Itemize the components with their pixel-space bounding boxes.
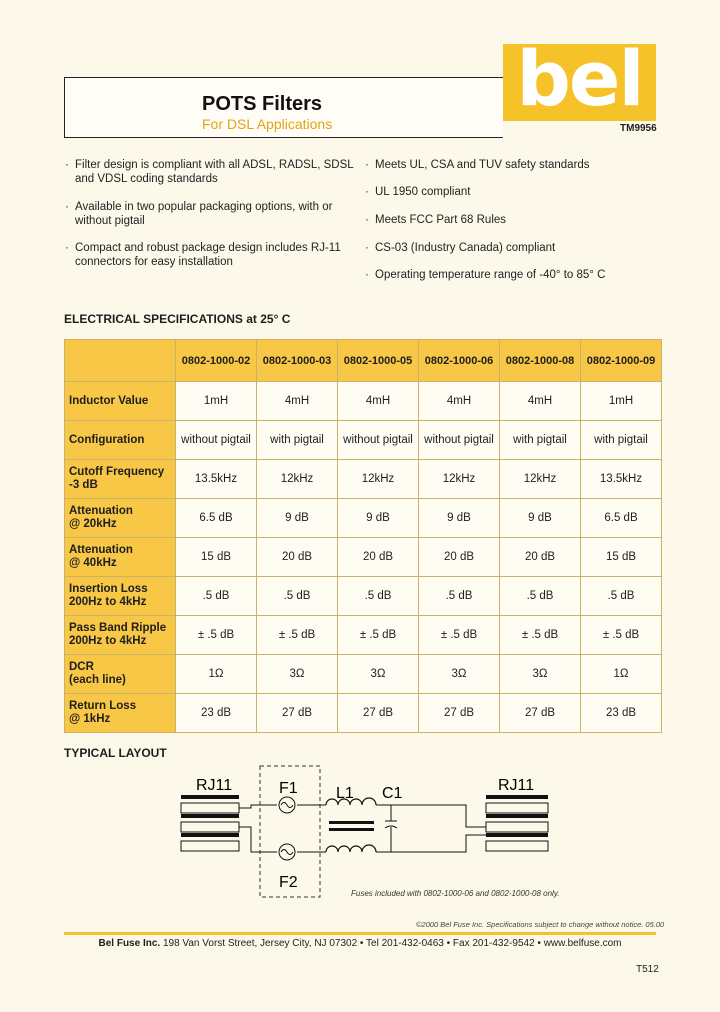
spec-cell: 3Ω: [338, 655, 419, 694]
spec-cell: 13.5kHz: [581, 460, 662, 499]
spec-cell: 20 dB: [419, 538, 500, 577]
part-number-header: 0802-1000-06: [419, 340, 500, 382]
fuse-f1: [279, 797, 295, 813]
feature-left-2: · Available in two popular packaging options, with or without pigtail: [65, 201, 333, 227]
rj11-left-connector: [181, 795, 239, 851]
fuse-note: Fuses included with 0802-1000-06 and 0802-1000-08 only.: [351, 889, 560, 898]
typical-layout-schematic: [176, 765, 616, 900]
f2-label: F2: [279, 874, 298, 891]
feature-right-1: · Meets UL, CSA and TUV safety standards: [365, 159, 590, 171]
spec-cell: 9 dB: [419, 499, 500, 538]
spec-table: [64, 339, 662, 733]
spec-row-label: Insertion Loss 200Hz to 4kHz: [65, 577, 176, 616]
spec-row-label: Configuration: [65, 421, 176, 460]
spec-cell: 27 dB: [500, 694, 581, 733]
spec-cell: 4mH: [500, 382, 581, 421]
spec-row-label: Cutoff Frequency -3 dB: [65, 460, 176, 499]
spec-cell: .5 dB: [257, 577, 338, 616]
spec-cell: 12kHz: [500, 460, 581, 499]
spec-cell: .5 dB: [581, 577, 662, 616]
spec-row: [65, 499, 662, 538]
part-number-header: 0802-1000-02: [176, 340, 257, 382]
spec-cell: 20 dB: [257, 538, 338, 577]
feature-right-5: · Operating temperature range of -40° to 85° C: [365, 269, 606, 281]
spec-cell: 4mH: [419, 382, 500, 421]
doc-code: TM9956: [620, 123, 657, 134]
spec-row-label: Pass Band Ripple 200Hz to 4kHz: [65, 616, 176, 655]
part-number-header: 0802-1000-09: [581, 340, 662, 382]
spec-cell: without pigtail: [419, 421, 500, 460]
spec-row: [65, 538, 662, 577]
spec-row: [65, 577, 662, 616]
spec-cell: ± .5 dB: [338, 616, 419, 655]
spec-row-label: Return Loss @ 1kHz: [65, 694, 176, 733]
footer-address: 198 Van Vorst Street, Jersey City, NJ 07302 • Tel 201-432-0463 • Fax 201-432-9542 • www.belfuse.com: [160, 938, 622, 949]
spec-row-label: Inductor Value: [65, 382, 176, 421]
rj11-left-label: RJ11: [196, 777, 233, 794]
typical-layout-heading: TYPICAL LAYOUT: [64, 746, 167, 760]
spec-cell: ± .5 dB: [176, 616, 257, 655]
spec-cell: 1Ω: [176, 655, 257, 694]
spec-cell: with pigtail: [581, 421, 662, 460]
spec-cell: 13.5kHz: [176, 460, 257, 499]
spec-cell: 15 dB: [176, 538, 257, 577]
footer-divider: [64, 932, 656, 935]
spec-cell: 6.5 dB: [581, 499, 662, 538]
spec-cell: .5 dB: [338, 577, 419, 616]
bel-logo: bel: [516, 34, 643, 123]
spec-cell: 12kHz: [338, 460, 419, 499]
spec-cell: 23 dB: [581, 694, 662, 733]
spec-cell: 12kHz: [419, 460, 500, 499]
spec-cell: 20 dB: [338, 538, 419, 577]
feature-left-1: · Filter design is compliant with all ADSL, RADSL, SDSL and VDSL coding standards: [65, 159, 354, 185]
spec-cell: 9 dB: [500, 499, 581, 538]
spec-cell: 12kHz: [257, 460, 338, 499]
spec-cell: 27 dB: [257, 694, 338, 733]
feature-right-4: · CS-03 (Industry Canada) compliant: [365, 242, 556, 254]
spec-cell: 27 dB: [419, 694, 500, 733]
inductor-core-top: [329, 821, 374, 824]
header-corner: [65, 340, 176, 382]
spec-cell: .5 dB: [419, 577, 500, 616]
spec-row: [65, 655, 662, 694]
spec-cell: 4mH: [257, 382, 338, 421]
part-number-header: 0802-1000-05: [338, 340, 419, 382]
spec-cell: ± .5 dB: [257, 616, 338, 655]
spec-cell: 23 dB: [176, 694, 257, 733]
spec-cell: .5 dB: [500, 577, 581, 616]
feature-right-2: · UL 1950 compliant: [365, 186, 471, 198]
footer-contact: [64, 938, 656, 949]
spec-row: [65, 382, 662, 421]
spec-cell: 15 dB: [581, 538, 662, 577]
electrical-specs-heading: ELECTRICAL SPECIFICATIONS at 25° C: [64, 312, 291, 326]
inductor-l1: [326, 798, 376, 852]
spec-row: [65, 421, 662, 460]
spec-cell: 9 dB: [338, 499, 419, 538]
spec-cell: with pigtail: [500, 421, 581, 460]
spec-cell: 6.5 dB: [176, 499, 257, 538]
spec-row-label: DCR (each line): [65, 655, 176, 694]
spec-row: [65, 460, 662, 499]
part-number-header: 0802-1000-08: [500, 340, 581, 382]
spec-row: [65, 694, 662, 733]
footer-company: Bel Fuse Inc.: [98, 938, 161, 949]
capacitor-c1: [385, 821, 397, 828]
spec-row-label: Attenuation @ 20kHz: [65, 499, 176, 538]
feature-right-3: · Meets FCC Part 68 Rules: [365, 214, 507, 226]
spec-cell: 9 dB: [257, 499, 338, 538]
copyright-text: ©2000 Bel Fuse Inc. Specifications subject to change without notice. 05.00: [416, 920, 665, 929]
fuse-f2: [279, 844, 295, 860]
spec-cell: 3Ω: [419, 655, 500, 694]
part-number-header: 0802-1000-03: [257, 340, 338, 382]
spec-cell: with pigtail: [257, 421, 338, 460]
spec-cell: 4mH: [338, 382, 419, 421]
spec-row: [65, 616, 662, 655]
spec-cell: without pigtail: [176, 421, 257, 460]
page-title: POTS Filters: [202, 93, 323, 115]
spec-cell: ± .5 dB: [581, 616, 662, 655]
spec-cell: 3Ω: [257, 655, 338, 694]
spec-cell: 20 dB: [500, 538, 581, 577]
f1-label: F1: [279, 780, 298, 797]
c1-label: C1: [382, 785, 403, 802]
inductor-core-bottom: [329, 828, 374, 831]
spec-cell: without pigtail: [338, 421, 419, 460]
rj11-right-label: RJ11: [498, 777, 535, 794]
spec-row-label: Attenuation @ 40kHz: [65, 538, 176, 577]
page-subtitle: For DSL Applications: [202, 116, 333, 132]
spec-cell: .5 dB: [176, 577, 257, 616]
spec-cell: 3Ω: [500, 655, 581, 694]
l1-label: L1: [336, 785, 354, 802]
feature-left-3: · Compact and robust package design includes RJ-11 connectors for easy installation: [65, 242, 341, 268]
rj11-right-connector: [486, 795, 548, 851]
spec-cell: ± .5 dB: [500, 616, 581, 655]
page-code: T512: [636, 964, 659, 975]
spec-cell: 27 dB: [338, 694, 419, 733]
spec-cell: 1mH: [176, 382, 257, 421]
spec-cell: 1Ω: [581, 655, 662, 694]
spec-cell: 1mH: [581, 382, 662, 421]
spec-cell: ± .5 dB: [419, 616, 500, 655]
spec-header-row: [65, 340, 662, 382]
